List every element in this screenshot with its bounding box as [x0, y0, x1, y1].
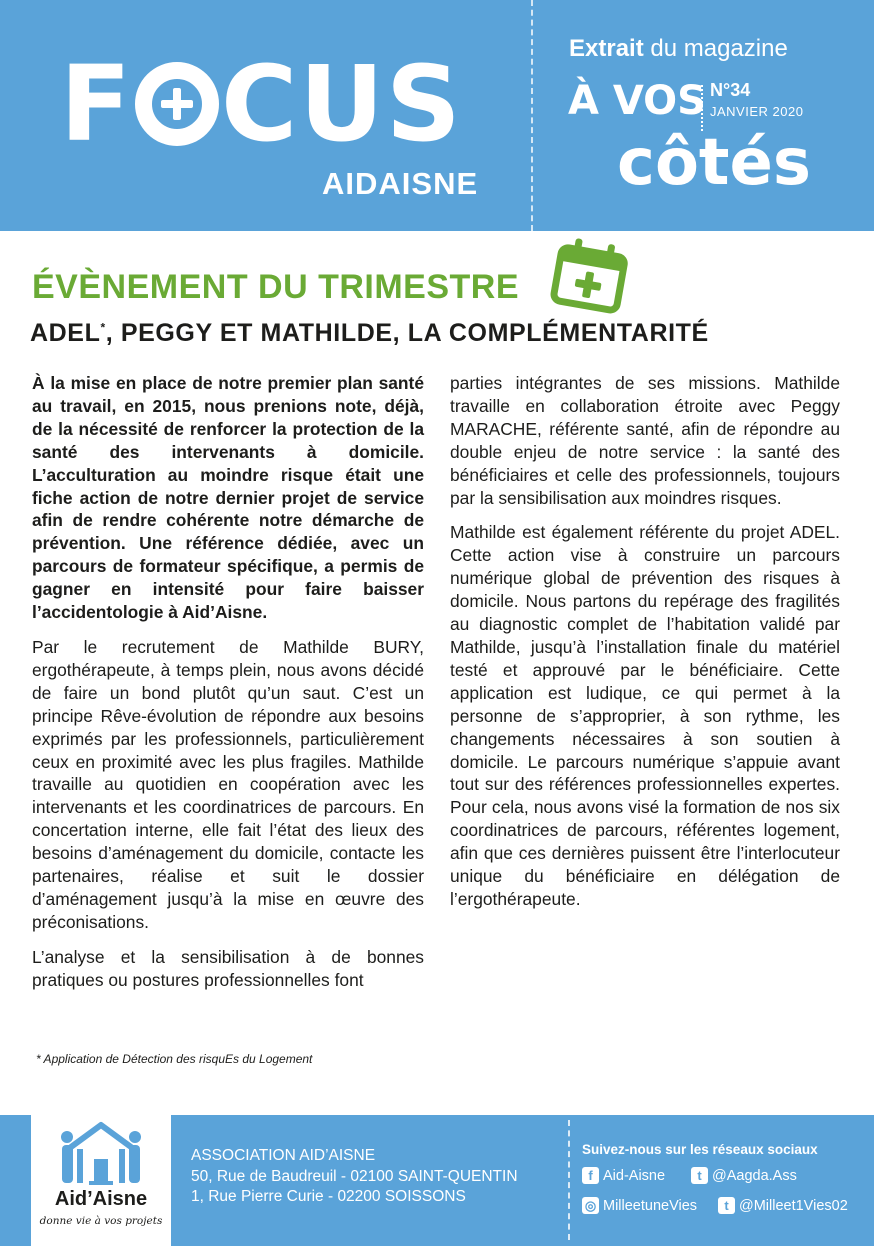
lead-paragraph: À la mise en place de notre premier plan santé au travail, en 2015, nous prenions note, déjà, de la nécessité de renforcer la protection de la santé des intervenants à domicile. L’acculturation au moindre risque était une fiche action de notre dernier projet de service afin de rendre cohérente notre démarche de prévention. Une référence dédiée, avec un parcours de formateur spécifique, a permis de gagner en intensité pour faire baisser l’accidentologie à Aid’Aisne.	[32, 373, 424, 623]
facebook-icon: f	[582, 1167, 599, 1184]
magazine-title-bottom: côtés	[617, 126, 811, 200]
social-link-facebook[interactable]	[582, 1167, 665, 1184]
aidaisne-logo	[31, 1115, 171, 1246]
extrait-label	[569, 35, 788, 63]
logo-tagline: donne vie à vos projets	[39, 1215, 163, 1227]
article-left-column	[32, 372, 424, 1004]
subtitle-end: , PEGGY ET MATHILDE, LA COMPLÉMENTARITÉ	[105, 319, 709, 347]
header-divider	[531, 0, 533, 231]
extrait-rest: du magazine	[643, 35, 788, 62]
association-address	[191, 1146, 518, 1208]
social-label: MilleetuneVies	[603, 1197, 698, 1214]
magazine-title-top: À VOS	[568, 78, 706, 124]
social-link-instagram[interactable]	[582, 1197, 697, 1214]
focus-subtitle: AIDAISNE	[322, 166, 479, 201]
calendar-plus-icon	[546, 232, 633, 316]
footnote: * Application de Détection des risquEs du Logement	[36, 1052, 313, 1066]
focus-letter-f: F	[60, 43, 134, 165]
social-link-twitter[interactable]	[691, 1167, 797, 1184]
body-paragraph: Par le recrutement de Mathilde BURY, ergothérapeute, à temps plein, nous avons décidé de faire un bond plutôt qu’un saut. C’est un principe Rêve-évolution de répondre aux besoins exprimés par les professionnels, particulièrement ceux en proximité avec les plus fragiles. Mathilde travaille au quotidien en coopération avec les intervenants et les coordinatrices de parcours. En concertation interne, elle fait l’état des lieux des besoins d’aménagement du domicile, contacte les partenaires, réalise et suit le dossier d’aménagement jusqu’à la mise en œuvre des préconisations.	[32, 636, 424, 932]
article-right-column	[450, 372, 840, 923]
subtitle-start: ADEL	[30, 319, 101, 347]
body-paragraph: Mathilde est également référente du projet ADEL. Cette action vise à construire un parcours numérique global de prévention des risques à domicile. Nous partons du repérage des fragilités au diagnostic complet de l’habitation validé par Mathilde, jusqu’à l’installation finale du matériel testé et approuvé par le bénéficiaire. Cette application est ludique, ce qui permet à la personne de s’approprier, à son rythme, les changements nécessaires à son soutien à domicile. Le parcours numérique s’appuie avant tout sur des références professionnelles expertes. Pour cela, nous avons visé la formation de nos six coordinatrices de parcours, référentes logement, afin que ces dernières puissent être l’interlocuteur unique du bénéficiaire en délégation de l’ergothérapeute.	[450, 522, 840, 909]
subtitle-footnote-mark: *	[100, 320, 106, 335]
social-title: Suivez-nous sur les réseaux sociaux	[582, 1142, 818, 1157]
twitter-icon: t	[691, 1167, 708, 1184]
body-paragraph: parties intégrantes de ses missions. Mathilde travaille en collaboration étroite avec Peggy MARACHE, référente santé, afin de répondre au double enjeu de notre service : la santé des bénéficiaires et celle des professionnels, toujours par la sensibilisation aux moindres risques.	[450, 373, 840, 508]
logo-name: Aid’Aisne	[54, 1188, 148, 1210]
house-family-icon	[59, 1121, 143, 1187]
issue-number: N°34	[710, 80, 751, 100]
body-paragraph: L’analyse et la sensibilisation à de bonnes pratiques ou postures professionnelles font	[32, 946, 424, 990]
issue-divider	[701, 85, 703, 131]
article-subtitle	[30, 319, 709, 348]
issue-date: JANVIER 2020	[710, 104, 804, 119]
association-name: ASSOCIATION AID’AISNE	[191, 1147, 376, 1164]
social-label: Aid-Aisne	[603, 1167, 666, 1184]
social-label: @Aagda.Ass	[712, 1167, 797, 1184]
footer-divider	[568, 1120, 570, 1240]
social-link-twitter-2[interactable]	[718, 1197, 848, 1214]
address-line: 50, Rue de Baudreuil - 02100 SAINT-QUENTIN	[191, 1167, 518, 1185]
plus-circle-icon	[135, 62, 219, 146]
section-title: ÉVÈNEMENT DU TRIMESTRE	[32, 268, 520, 306]
focus-logo	[60, 43, 463, 165]
extrait-bold: Extrait	[569, 35, 644, 62]
social-label: @Milleet1Vies02	[739, 1197, 848, 1214]
twitter-icon: t	[718, 1197, 735, 1214]
focus-letters-cus: CUS	[221, 43, 463, 165]
address-line: 1, Rue Pierre Curie - 02200 SOISSONS	[191, 1188, 466, 1205]
instagram-icon: ◎	[582, 1197, 599, 1214]
